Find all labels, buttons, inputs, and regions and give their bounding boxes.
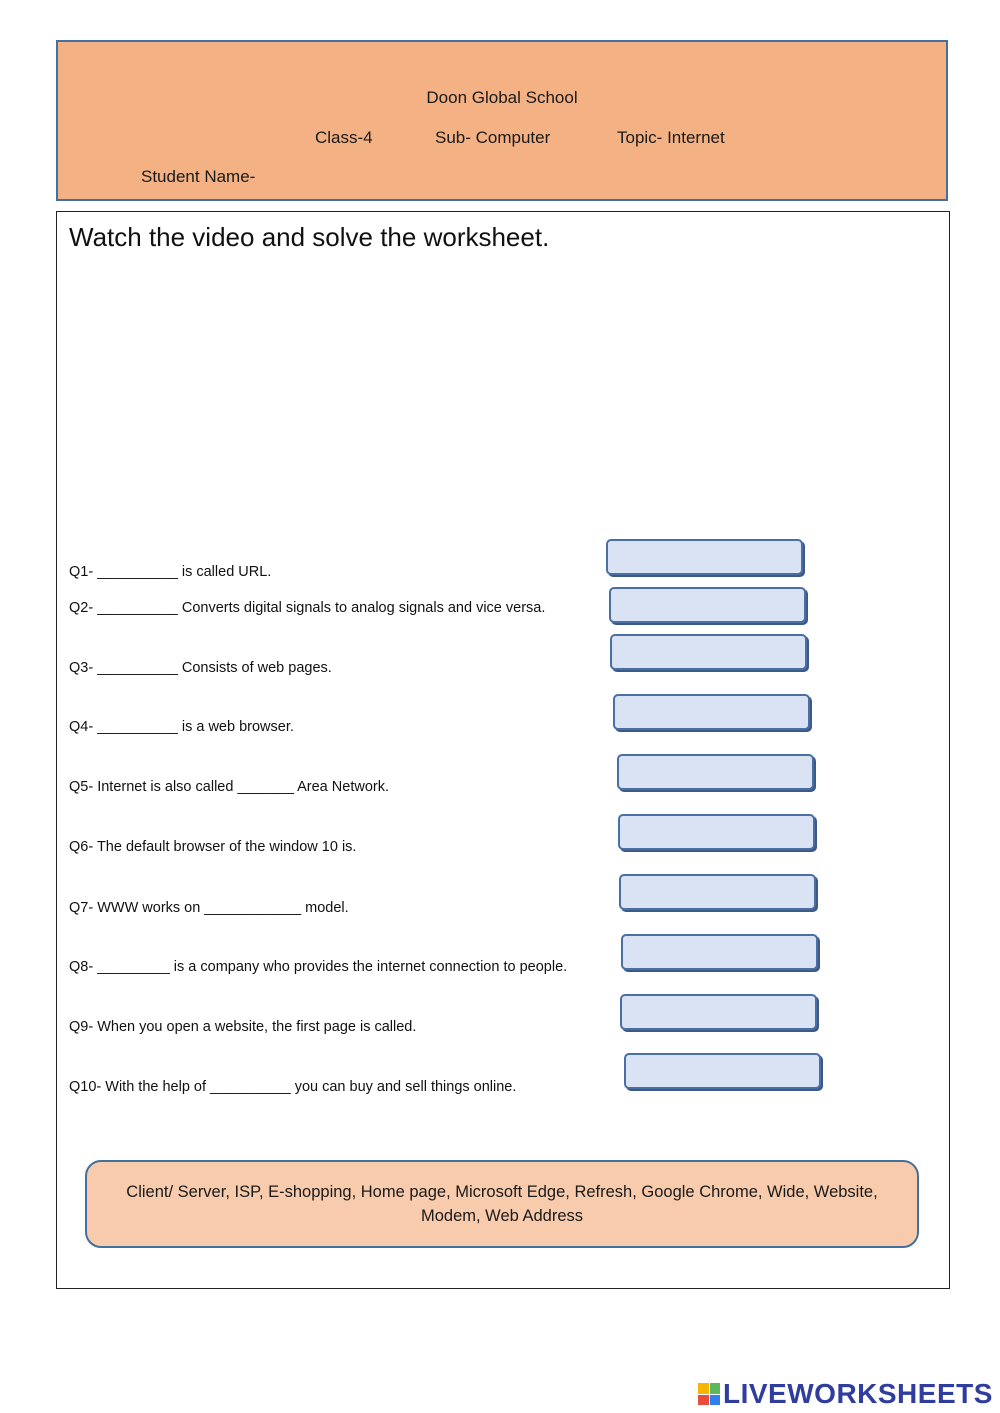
answer-box-4[interactable] [613,694,810,730]
question-2: Q2- __________ Converts digital signals to analog signals and vice versa. [69,600,546,616]
answer-box-5[interactable] [617,754,814,790]
word-bank [85,1160,919,1248]
brand-wordmark: LIVEWORKSHEETS [723,1378,993,1409]
answer-box-2[interactable] [609,587,806,623]
answer-box-1[interactable] [606,539,803,575]
subject-label: Sub- Computer [435,128,551,147]
question-3: Q3- __________ Consists of web pages. [69,660,332,676]
class-label: Class-4 [315,128,373,147]
question-9: Q9- When you open a website, the first page is called. [69,1019,417,1035]
answer-box-10[interactable] [624,1053,821,1089]
school-name: Doon Global School [426,88,578,107]
question-4: Q4- __________ is a web browser. [69,719,294,735]
question-7: Q7- WWW works on ____________ model. [69,900,349,916]
answer-box-7[interactable] [619,874,816,910]
student-name-label: Student Name- [141,167,256,186]
instructions-heading: Watch the video and solve the worksheet. [69,222,550,252]
question-5: Q5- Internet is also called _______ Area Network. [69,779,389,795]
answer-box-8[interactable] [621,934,818,970]
answer-box-6[interactable] [618,814,815,850]
liveworksheets-logo [698,1378,993,1410]
question-1: Q1- __________ is called URL. [69,564,272,580]
question-10: Q10- With the help of __________ you can buy and sell things online. [69,1079,517,1095]
question-8: Q8- _________ is a company who provides the internet connection to people. [69,959,568,975]
answer-box-9[interactable] [620,994,817,1030]
worksheet-header [56,40,948,201]
worksheet-body [56,211,950,1289]
question-6: Q6- The default browser of the window 10 is. [69,839,357,855]
word-bank-text: Client/ Server, ISP, E-shopping, Home page, Microsoft Edge, Refresh, Google Chrome, Wide, Website, Modem, Web Address [126,1183,878,1225]
topic-label: Topic- Internet [617,128,725,147]
liveworksheets-icon [698,1383,720,1405]
answer-box-3[interactable] [610,634,807,670]
